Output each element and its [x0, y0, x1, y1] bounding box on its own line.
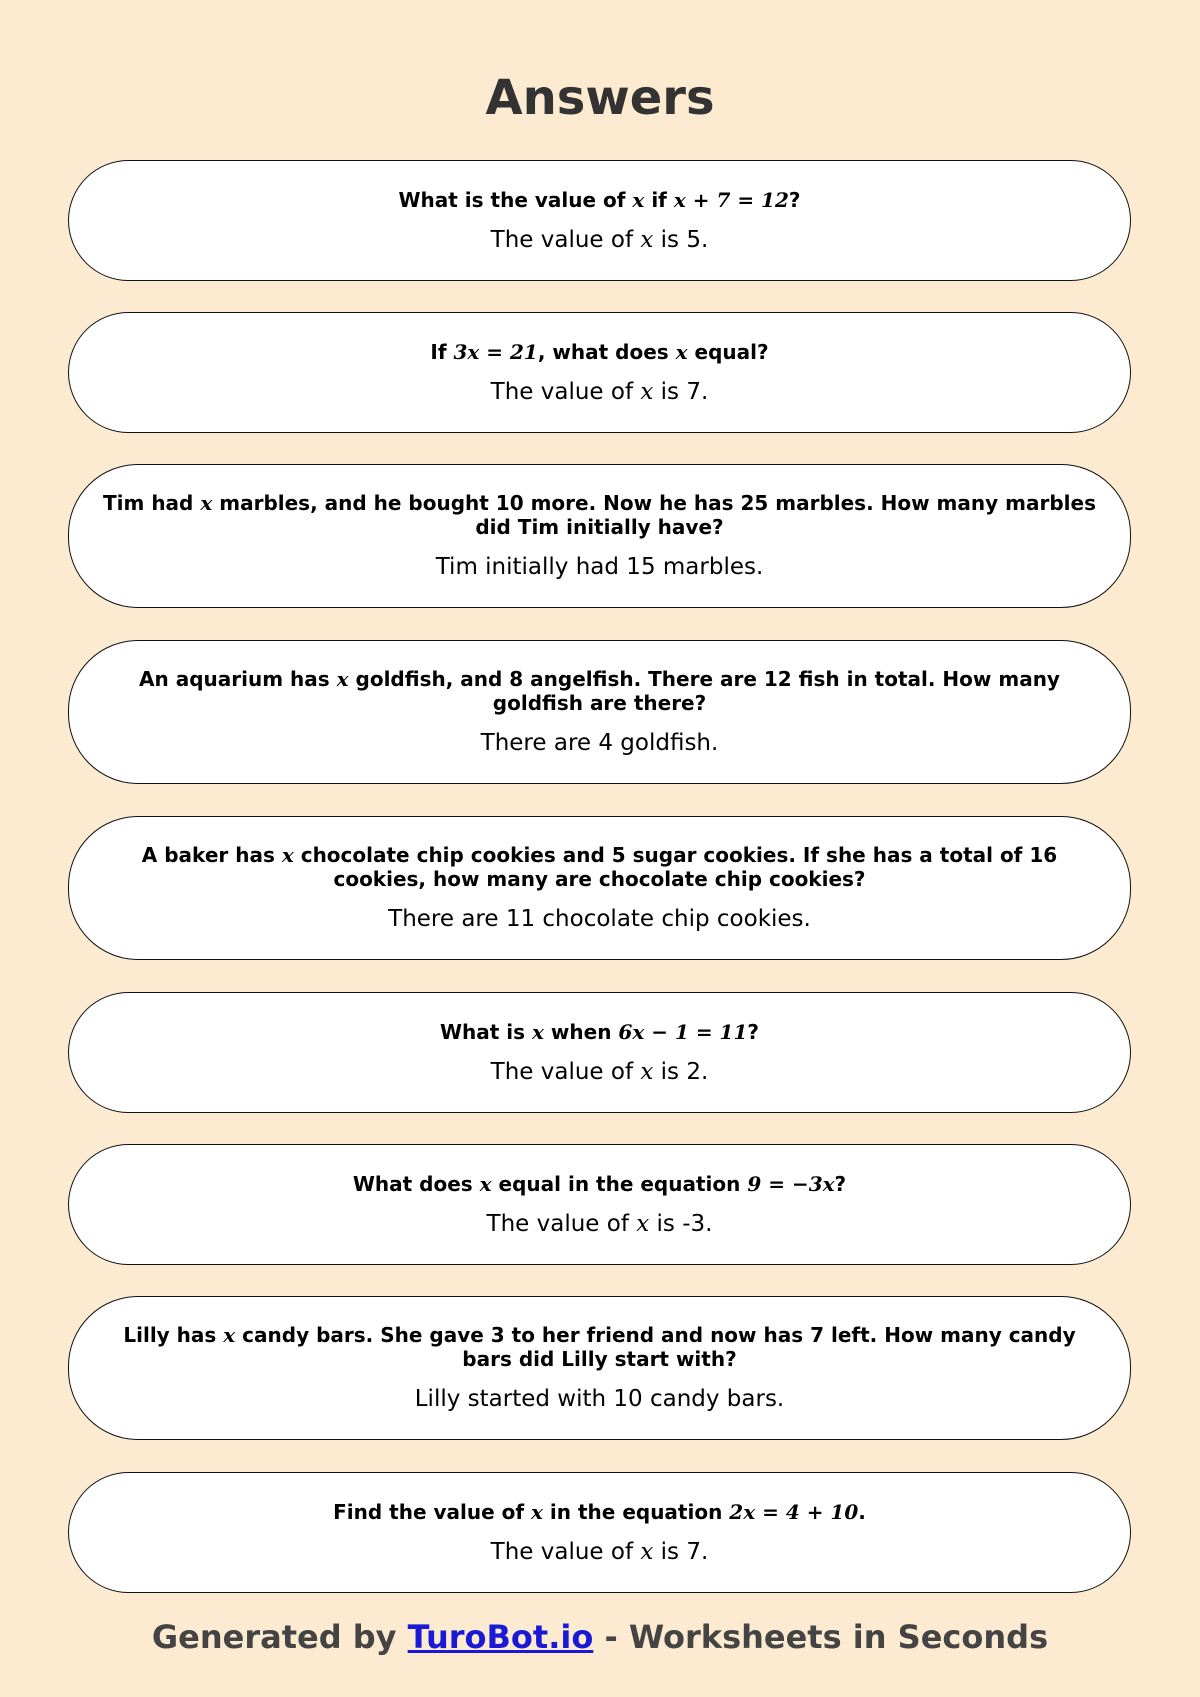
answer-text: The value of x is -3. — [486, 1210, 713, 1237]
question-text: If 3x = 21, what does x equal? — [430, 339, 769, 364]
answer-text: The value of x is 2. — [490, 1058, 709, 1085]
question-text: What does x equal in the equation 9 = −3x? — [352, 1171, 847, 1196]
answer-card — [68, 312, 1131, 433]
answer-text: Tim initially had 15 marbles. — [435, 554, 764, 580]
footer — [0, 1615, 1200, 1659]
answer-text: The value of x is 5. — [490, 226, 709, 253]
answer-card — [68, 992, 1131, 1113]
answer-text: Lilly started with 10 candy bars. — [414, 1386, 785, 1412]
answer-text: There are 11 chocolate chip cookies. — [388, 906, 811, 932]
question-text: Find the value of x in the equation 2x = 4 + 10. — [333, 1499, 866, 1524]
answer-card — [68, 1296, 1131, 1440]
answer-card — [68, 1144, 1131, 1265]
question-text: A baker has x chocolate chip cookies and 5 sugar cookies. If she has a total of 16 cookies, how many are chocolate chip cookies? — [141, 843, 1058, 891]
question-text: What is x when 6x − 1 = 11? — [439, 1019, 759, 1044]
answer-text: The value of x is 7. — [490, 1538, 709, 1565]
question-text: What is the value of x if x + 7 = 12? — [398, 187, 801, 212]
answer-card — [68, 464, 1131, 608]
turobot-link[interactable]: TuroBot.io — [407, 1618, 594, 1656]
answer-text: The value of x is 7. — [490, 378, 709, 405]
footer-prefix: Generated by — [151, 1618, 408, 1656]
question-text: Lilly has x candy bars. She gave 3 to her friend and now has 7 left. How many candy bars did Lilly start with? — [123, 1323, 1076, 1371]
answer-card — [68, 640, 1131, 784]
page-title: Answers — [485, 70, 715, 126]
footer-suffix: - Worksheets in Seconds — [593, 1618, 1049, 1656]
answer-card — [68, 1472, 1131, 1593]
answer-card — [68, 816, 1131, 960]
answer-text: There are 4 goldfish. — [480, 730, 719, 756]
question-text: An aquarium has x goldfish, and 8 angelfish. There are 12 fish in total. How many goldfish are there? — [139, 667, 1060, 715]
question-text: Tim had x marbles, and he bought 10 more. Now he has 25 marbles. How many marbles did Tim initially have? — [103, 491, 1096, 539]
answer-card — [68, 160, 1131, 281]
